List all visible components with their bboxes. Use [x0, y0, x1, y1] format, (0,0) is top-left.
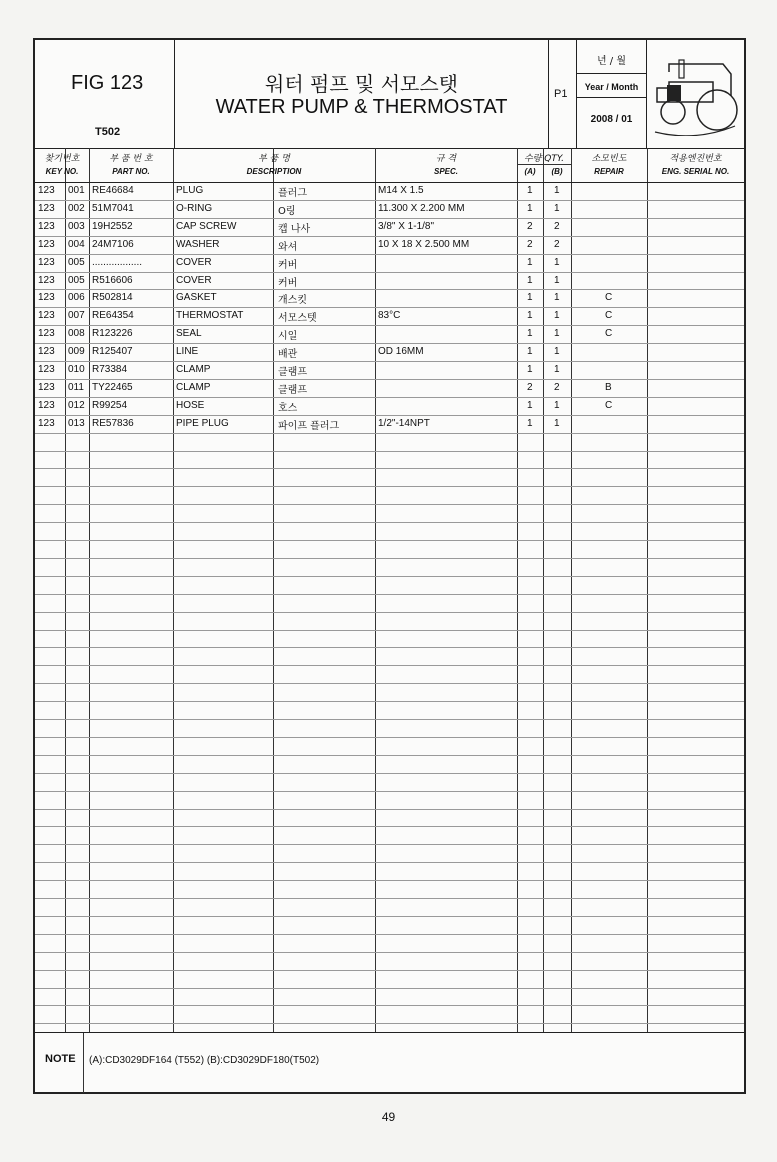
qty-a-cell: 1	[527, 399, 533, 411]
qty-b-cell: 1	[554, 346, 560, 358]
repair-header: REPAIR	[594, 167, 624, 176]
qty-a-header: (A)	[524, 167, 536, 176]
table-row	[35, 289, 744, 307]
description-cell: COVER	[176, 274, 212, 286]
fig-number-cell: 123	[38, 399, 55, 411]
key-no-header: KEY NO.	[45, 167, 79, 176]
row-rule	[35, 558, 744, 559]
row-rule	[35, 791, 744, 792]
row-rule	[35, 844, 744, 845]
qty-a-cell: 2	[527, 381, 533, 393]
key-number-cell: 001	[68, 185, 85, 196]
qty-b-cell: 1	[554, 417, 560, 429]
description-cell: CAP SCREW	[176, 220, 237, 232]
table-row	[35, 236, 744, 254]
fig-number-cell: 123	[38, 238, 55, 250]
date-value: 2008 / 01	[590, 114, 633, 125]
tractor-icon	[651, 52, 739, 136]
fig-number-cell: 123	[38, 328, 55, 340]
row-rule	[35, 683, 744, 684]
key-number-cell: 004	[68, 238, 85, 250]
qty-b-cell: 1	[554, 364, 560, 375]
row-rule	[35, 862, 744, 863]
description-korean-cell: 시일	[278, 331, 298, 343]
repair-cell: C	[605, 292, 613, 304]
fig-number-cell: 123	[38, 381, 55, 393]
qty-a-cell: 2	[527, 238, 533, 250]
qty-b-cell: 1	[554, 202, 560, 214]
row-rule	[35, 701, 744, 702]
row-rule	[35, 433, 744, 434]
part-number-cell: ..................	[92, 256, 143, 268]
description-korean-cell: 플러그	[278, 188, 307, 199]
part-number-cell: R516606	[92, 274, 133, 286]
row-rule	[35, 540, 744, 541]
spec-cell: 83°C	[378, 310, 401, 322]
qty-a-cell: 1	[527, 328, 533, 340]
key-number-cell: 005	[68, 274, 85, 286]
title-english: WATER PUMP & THERMOSTAT	[215, 96, 508, 118]
key-number-cell: 005	[68, 256, 85, 268]
description-korean-cell: 배관	[278, 349, 298, 361]
parts-table	[35, 148, 744, 1032]
fig-number-cell: 123	[38, 292, 55, 304]
fig-number-cell: 123	[38, 310, 55, 322]
key-number-cell: 002	[68, 202, 85, 214]
key-number-cell: 007	[68, 310, 85, 322]
spec-cell: 3/8" X 1-1/8"	[378, 220, 435, 232]
qty-a-cell: 1	[527, 256, 533, 268]
description-cell: SEAL	[176, 328, 202, 340]
key-no-header-korean: 찾기번호	[44, 154, 80, 164]
parts-sheet	[33, 38, 746, 1094]
qty-a-cell: 1	[527, 364, 533, 375]
description-korean-cell: 클램프	[278, 367, 307, 378]
note-text: (A):CD3029DF164 (T552) (B):CD3029DF180(T502)	[89, 1055, 320, 1066]
spec-cell: 11.300 X 2.200 MM	[378, 202, 465, 214]
part-number-cell: R99254	[92, 399, 128, 411]
title-korean: 워터 펌프 및 서모스탯	[265, 72, 458, 96]
description-cell: THERMOSTAT	[176, 310, 244, 322]
date-label-korean: 년 / 월	[596, 56, 627, 67]
part-number-cell: RE64354	[92, 310, 134, 322]
date-divider	[577, 73, 646, 74]
row-rule	[35, 719, 744, 720]
row-rule	[35, 594, 744, 595]
table-header	[35, 148, 744, 183]
spec-header-korean: 규 격	[435, 154, 457, 164]
qty-a-cell: 1	[527, 185, 533, 196]
row-rule	[35, 934, 744, 935]
key-number-cell: 012	[68, 399, 85, 411]
description-header-korean: 부 품 명	[258, 154, 290, 164]
table-row	[35, 415, 744, 433]
description-korean-cell: 와셔	[278, 241, 298, 253]
note-label: NOTE	[45, 1053, 76, 1065]
table-row	[35, 307, 744, 325]
fig-number-cell: 123	[38, 346, 55, 358]
fig-number-cell: 123	[38, 274, 55, 286]
spec-cell: 10 X 18 X 2.500 MM	[378, 238, 470, 250]
note-divider	[83, 1033, 84, 1093]
table-row	[35, 200, 744, 218]
qty-a-cell: 1	[527, 346, 533, 358]
part-number-cell: R125407	[92, 346, 133, 358]
table-row	[35, 361, 744, 379]
part-no-header-korean: 부 품 번 호	[109, 154, 153, 164]
table-row	[35, 254, 744, 272]
repair-cell: C	[605, 310, 613, 322]
part-number-cell: TY22465	[92, 381, 133, 393]
description-korean-cell: 클램프	[278, 384, 307, 396]
serial-header: ENG. SERIAL NO.	[661, 167, 730, 176]
date-cell	[577, 40, 647, 148]
table-row	[35, 397, 744, 415]
qty-header-divider	[517, 164, 571, 165]
part-number-cell: 51M7041	[92, 202, 134, 214]
row-rule	[35, 755, 744, 756]
part-number-cell: RE57836	[92, 417, 134, 429]
description-korean-cell: 호스	[278, 402, 298, 414]
row-rule	[35, 1023, 744, 1024]
fig-number-cell: 123	[38, 417, 55, 429]
page-number: 49	[381, 1110, 396, 1124]
fig-number-cell: 123	[38, 364, 55, 375]
row-rule	[35, 916, 744, 917]
row-rule	[35, 451, 744, 452]
key-number-cell: 009	[68, 346, 85, 358]
description-cell: PLUG	[176, 185, 204, 196]
description-cell: O-RING	[176, 202, 213, 214]
qty-b-cell: 1	[554, 256, 560, 268]
qty-b-cell: 1	[554, 274, 560, 286]
qty-a-cell: 1	[527, 292, 533, 304]
qty-a-cell: 1	[527, 202, 533, 214]
description-cell: COVER	[176, 256, 212, 268]
spec-cell: 1/2"-14NPT	[378, 417, 430, 429]
qty-b-cell: 1	[554, 328, 560, 340]
row-rule	[35, 630, 744, 631]
description-cell: HOSE	[176, 399, 205, 411]
qty-header: 수량 QTY.	[523, 154, 565, 164]
row-rule	[35, 486, 744, 487]
table-row	[35, 218, 744, 236]
part-number-cell: R73384	[92, 364, 128, 375]
spec-cell: M14 X 1.5	[378, 185, 424, 196]
spec-cell: OD 16MM	[378, 346, 424, 358]
table-row	[35, 325, 744, 343]
row-rule	[35, 988, 744, 989]
key-number-cell: 013	[68, 417, 85, 429]
key-number-cell: 008	[68, 328, 85, 340]
description-cell: CLAMP	[176, 381, 211, 393]
table-row	[35, 379, 744, 397]
table-row	[35, 343, 744, 361]
fig-number-cell: 123	[38, 202, 55, 214]
description-korean-cell: O링	[278, 205, 296, 217]
figure-number: FIG 123	[71, 72, 144, 94]
description-header: DESCRIPTION	[246, 167, 302, 176]
fig-number-cell: 123	[38, 185, 55, 196]
row-rule	[35, 612, 744, 613]
qty-a-cell: 1	[527, 310, 533, 322]
repair-header-korean: 소모빈도	[591, 154, 627, 164]
description-cell: LINE	[176, 346, 199, 358]
row-rule	[35, 880, 744, 881]
qty-b-header: (B)	[551, 167, 563, 176]
description-korean-cell: 개스킷	[278, 295, 307, 307]
part-number-cell: RE46684	[92, 185, 134, 196]
qty-b-cell: 2	[554, 220, 560, 232]
description-korean-cell: 파이프 플러그	[278, 420, 340, 432]
qty-b-cell: 1	[554, 292, 560, 304]
figure-cell	[35, 40, 175, 148]
spec-header: SPEC.	[433, 167, 458, 176]
row-rule	[35, 737, 744, 738]
serial-header-korean: 적용엔진번호	[669, 154, 722, 164]
part-number-cell: R123226	[92, 328, 133, 340]
qty-b-cell: 2	[554, 238, 560, 250]
description-korean-cell: 커버	[278, 259, 298, 271]
row-rule	[35, 522, 744, 523]
row-rule	[35, 1005, 744, 1006]
date-divider	[577, 97, 646, 98]
row-rule	[35, 468, 744, 469]
description-korean-cell: 캡 나사	[278, 223, 311, 235]
qty-b-cell: 1	[554, 185, 560, 196]
key-number-cell: 011	[68, 381, 84, 393]
key-number-cell: 010	[68, 364, 85, 375]
description-cell: GASKET	[176, 292, 217, 304]
repair-cell: C	[605, 328, 613, 340]
row-rule	[35, 809, 744, 810]
qty-b-cell: 1	[554, 310, 560, 322]
fig-number-cell: 123	[38, 220, 55, 232]
row-rule	[35, 826, 744, 827]
date-label-english: Year / Month	[584, 82, 639, 92]
part-no-header: PART NO.	[112, 167, 150, 176]
description-cell: CLAMP	[176, 364, 211, 375]
part-number-cell: 24M7106	[92, 238, 134, 250]
tractor-cell	[647, 40, 744, 148]
fig-number-cell: 123	[38, 256, 55, 268]
row-rule	[35, 647, 744, 648]
table-row	[35, 182, 744, 200]
part-number-cell: 19H2552	[92, 220, 133, 232]
qty-a-cell: 1	[527, 417, 533, 429]
key-number-cell: 003	[68, 220, 85, 232]
key-number-cell: 006	[68, 292, 85, 304]
model-code: T502	[95, 126, 121, 138]
title-cell	[175, 40, 549, 148]
page-cell	[549, 40, 577, 148]
row-rule	[35, 576, 744, 577]
qty-b-cell: 2	[554, 381, 560, 393]
note-section	[35, 1032, 744, 1093]
description-korean-cell: 서모스텟	[278, 313, 317, 325]
sheet-header	[35, 40, 744, 149]
description-cell: PIPE PLUG	[176, 417, 229, 429]
description-cell: WASHER	[176, 238, 220, 250]
part-number-cell: R502814	[92, 292, 133, 304]
row-rule	[35, 665, 744, 666]
page-label: P1	[554, 88, 568, 100]
row-rule	[35, 898, 744, 899]
qty-a-cell: 2	[527, 220, 533, 232]
row-rule	[35, 504, 744, 505]
row-rule	[35, 952, 744, 953]
qty-b-cell: 1	[554, 399, 560, 411]
table-row	[35, 272, 744, 290]
qty-a-cell: 1	[527, 274, 533, 286]
repair-cell: B	[605, 381, 612, 393]
description-korean-cell: 커버	[278, 277, 298, 289]
row-rule	[35, 773, 744, 774]
repair-cell: C	[605, 399, 613, 411]
row-rule	[35, 970, 744, 971]
